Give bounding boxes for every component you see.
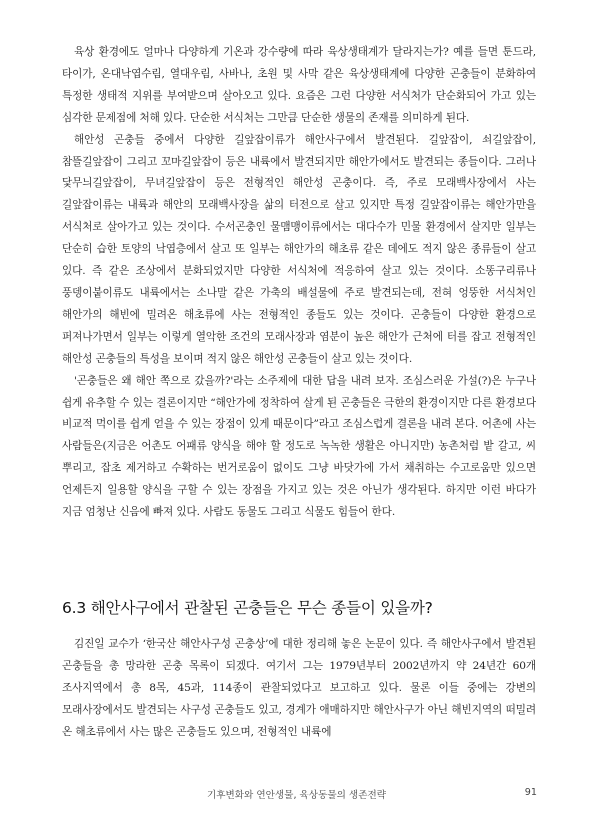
paragraph: '곤충들은 왜 해안 쪽으로 갔을까?'라는 소주제에 대한 답을 내려 보자. 조심스러운 가설(?)은 누구나 쉽게 유추할 수 있는 결론이지만 “해안가에 정착하여 살게 된 곤충들은 극한의 환경이지만 다른 환경보다 비교적 먹이를 쉽게 얻을 수 있는 장점이 있게 때문이다”라고 조심스럽게 결론을 내려 본다. 어촌에 사는 사람들은(지금은 어촌도 어패류 양식을 해야 할 정도로 녹녹한 생활은 아니지만) 농촌처럼 밭 갈고, 씨 뿌리고, 잡초 제거하고 수확하는 번거로움이 없이도 그냥 바닷가에 가서 채취하는 수고로움만 있으면 언제든지 일용할 양식을 구할 수 있는 장점을 가지고 있는 것은 아닌가 생각된다. 하지만 이런 바다가 지금 엄청난 신음에 빠져 있다. 사람도 동물도 그리고 식물도 힘들어 한다. bbox=[62, 374, 536, 519]
paragraph: 해안성 곤충들 중에서 다양한 길앞잡이류가 해안사구에서 발견된다. 길앞잡이, 쇠길앞잡이, 참뜰길앞잡이 그리고 꼬마길앞잡이 등은 내륙에서 발견되지만 해안가에서도 발견되는 종들이다. 그러나 닻무늬길앞잡이, 무녀길앞잡이 등은 전형적인 해안성 곤충이다. 즉, 주로 모래백사장에서 사는 길앞잡이류는 내륙과 해안의 모래백사장을 삶의 터전으로 살고 있지만 특정 길앞잡이류는 해안가만을 서식처로 살아가고 있는 것이다. 수서곤충인 물맴맹이류에서는 대다수가 민물 환경에서 살지만 일부는 단순히 습한 토양의 낙엽층에서 살고 또 일부는 해안가의 해초류 같은 데에도 적지 않은 종류들이 살고 있다. 즉 같은 조상에서 분화되었지만 다양한 서식처에 적응하여 살고 있는 것이다. 소똥구리류나 풍뎅이붙이류도 내륙에서는 소나말 같은 가축의 배설물에 주로 발견되는데, 전혀 엉뚱한 서식처인 해안가의 해빈에 밀려온 해초류에 사는 전형적인 종들도 있는 것이다. 곤충들이 다양한 환경으로 퍼져나가면서 일부는 이렇게 열악한 조건의 모래사장과 염분이 높은 해안가 근처에 터를 잡고 전형적인 해안성 곤충들의 특성을 보이며 적지 않은 해안성 곤충들이 살고 있는 것이다. bbox=[62, 133, 536, 365]
footer-title: 기후변화와 연안생물, 육상동물의 생존전략 bbox=[206, 790, 386, 801]
paragraph: 육상 환경에도 얼마나 다양하게 기온과 강수량에 따라 육상생태계가 달라지는가? 예를 들면 툰드라, 타이가, 온대낙엽수림, 열대우림, 사바나, 초원 및 사막 같은 육상생태계에 다양한 곤충들이 분화하여 특정한 생태적 지위를 부여받으며 살아오고 있다. 요즘은 그런 다양한 서식처가 단순화되어 가고 있는 심각한 문제점에 처해 있다. 단순한 서식처는 그만큼 단순한 생물의 존재를 의미하게 된다. bbox=[62, 46, 536, 124]
body-text-top bbox=[62, 42, 536, 524]
section-heading: 6.3 해안사구에서 관찰된 곤충들은 무슨 종들이 있을까? bbox=[62, 599, 433, 617]
page-footer bbox=[0, 787, 593, 803]
page-number: 91 bbox=[524, 787, 537, 798]
paragraph: 김진일 교수가 ‘한국산 해안사구성 곤충상’에 대한 정리해 놓은 논문이 있다. 즉 해안사구에서 발견된 곤충들을 총 망라한 곤충 목록이 되겠다. 여기서 그는 1979년부터 2002년까지 약 24년간 60개 조사지역에서 총 8목, 45과, 114종이 관찰되었다고 보고하고 있다. 물론 이들 중에는 강변의 모래사장에서도 발견되는 사구성 곤충들도 있고, 경계가 애매하지만 해안사구가 아닌 해빈지역의 떠밀려 온 해초류에서 사는 많은 곤충들도 있으며, 전형적인 내륙에 bbox=[62, 638, 536, 738]
body-text-bottom bbox=[62, 634, 536, 744]
